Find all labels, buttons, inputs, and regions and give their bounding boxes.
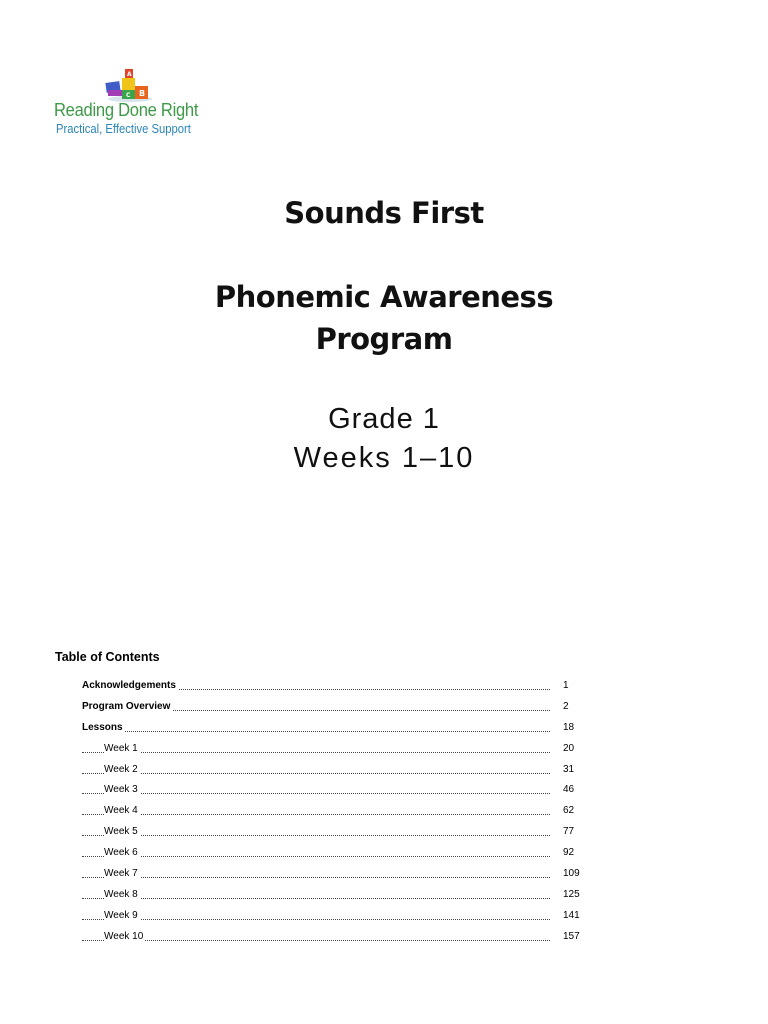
toc-leader: [82, 856, 550, 857]
toc-entry-week-6[interactable]: [82, 845, 602, 861]
logo-name: Reading Done Right: [54, 100, 199, 120]
toc-label: Week 2: [104, 762, 140, 778]
toc-leader: [82, 793, 550, 794]
toc-page: 77: [563, 826, 575, 837]
svg-text:C: C: [126, 92, 131, 99]
toc-leader: [82, 773, 550, 774]
subtitle-weeks: Weeks 1–10: [293, 442, 475, 474]
toc-label: Lessons: [82, 720, 125, 736]
alphabet-blocks-icon: [104, 66, 154, 102]
toc-page: 62: [563, 805, 575, 816]
title-sounds-first: Sounds First: [284, 196, 484, 230]
toc-label: Week 9: [104, 908, 140, 924]
toc-label: Week 10: [104, 929, 145, 945]
toc-label: Week 7: [104, 866, 140, 882]
toc-label: Week 1: [104, 741, 140, 757]
toc-entry-acknowledgements[interactable]: [82, 678, 602, 694]
toc-label: Acknowledgements: [82, 678, 178, 694]
logo-tagline: Practical, Effective Support: [56, 122, 191, 136]
toc-page: 1: [563, 680, 569, 691]
toc-label: Week 3: [104, 782, 140, 798]
toc-entry-week-9[interactable]: [82, 908, 602, 924]
toc-entry-week-8[interactable]: [82, 887, 602, 903]
toc-entry-program-overview[interactable]: [82, 699, 602, 715]
toc-entry-week-3[interactable]: [82, 782, 602, 798]
toc-label: Week 5: [104, 824, 140, 840]
title-program: Program: [315, 322, 453, 356]
toc-leader: [82, 752, 550, 753]
toc-entry-lessons[interactable]: [82, 720, 602, 736]
toc-leader: [82, 814, 550, 815]
logo: [52, 62, 212, 142]
title-phonemic-awareness: Phonemic Awareness: [214, 280, 554, 314]
toc-page: 109: [563, 868, 580, 879]
toc-leader: [82, 919, 550, 920]
toc-page: 92: [563, 847, 575, 858]
toc-page: 18: [563, 722, 575, 733]
toc-entry-week-5[interactable]: [82, 824, 602, 840]
toc-entry-week-7[interactable]: [82, 866, 602, 882]
toc-entry-week-1[interactable]: [82, 741, 602, 757]
toc-leader: [82, 835, 550, 836]
toc-entry-week-10[interactable]: [82, 929, 602, 945]
toc-leader: [82, 898, 550, 899]
toc-label: Week 4: [104, 803, 140, 819]
toc-label: Week 8: [104, 887, 140, 903]
toc-entry-week-2[interactable]: [82, 762, 602, 778]
toc-page: 46: [563, 784, 575, 795]
toc-page: 2: [563, 701, 569, 712]
toc-page: 20: [563, 743, 575, 754]
toc-leader: [82, 877, 550, 878]
toc-leader: [82, 940, 550, 941]
toc-heading: Table of Contents: [55, 650, 160, 664]
toc-page: 31: [563, 764, 575, 775]
toc-label: Week 6: [104, 845, 140, 861]
toc-page: 125: [563, 889, 580, 900]
toc-label: Program Overview: [82, 699, 172, 715]
toc-entry-week-4[interactable]: [82, 803, 602, 819]
svg-text:A: A: [127, 71, 132, 78]
subtitle-grade: Grade 1: [328, 403, 440, 435]
toc-leader: [82, 731, 550, 732]
toc-page: 157: [563, 931, 580, 942]
toc-page: 141: [563, 910, 580, 921]
svg-text:B: B: [139, 89, 146, 98]
